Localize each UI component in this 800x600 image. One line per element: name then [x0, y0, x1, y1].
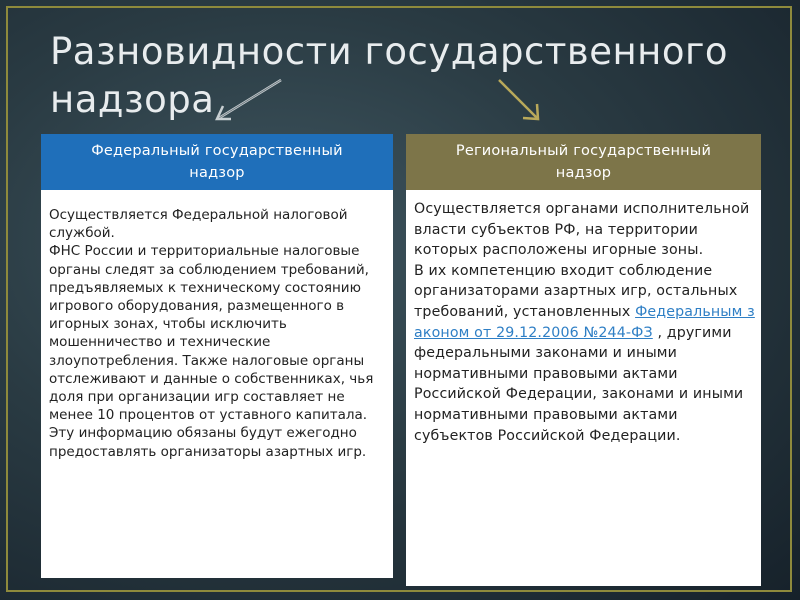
- federal-header: [41, 134, 393, 190]
- regional-paragraph-2: [414, 261, 757, 446]
- title-line-1: Разновидности государственного: [50, 30, 729, 73]
- regional-paragraph-2-tail: , другими федеральными законами и иными нормативными правовыми актами Российской Федерации, законами и иными нормативными правовыми актами субъектов Российской Федерации.: [414, 324, 744, 444]
- arrow-right-icon: [495, 76, 545, 126]
- regional-paragraph-2-text: В их компетенцию входит соблюдение организаторами азартных игр, остальных требований, установленных: [414, 262, 738, 320]
- federal-paragraph-2: ФНС России и территориальные налоговые органы следят за соблюдением требований, предъявляемых к техническому состоянию игрового оборудования, размещенного в игорных зонах, чтобы исключить мошенничество и технические злоупотребления. Также налоговые органы отслеживают и данные о собственниках, чья доля при организации игр составляет не менее 10 процентов от уставного капитала.: [49, 243, 374, 424]
- regional-header: [406, 134, 761, 190]
- federal-text-box: [41, 190, 393, 578]
- federal-header-line-1: Федеральный государственный: [91, 143, 343, 159]
- regional-header-line-1: Региональный государственный: [455, 143, 712, 159]
- federal-paragraph-3: Эту информацию обязаны будут ежегодно предоставлять организаторы азартных игр.: [49, 425, 367, 460]
- federal-paragraph-1: Осуществляется Федеральной налоговой службой.: [49, 207, 348, 242]
- title-line-2: надзора: [50, 78, 215, 121]
- federal-column: [41, 134, 393, 578]
- regional-column: [406, 134, 761, 586]
- federal-law-link[interactable]: Федеральным законом от 29.12.2006 №244-ФЗ: [414, 303, 755, 341]
- regional-header-line-2: надзор: [555, 165, 612, 181]
- regional-paragraph-1: Осуществляется органами исполнительной власти субъектов РФ, на территории которых расположены игорные зоны.: [414, 201, 750, 259]
- federal-header-line-2: надзор: [189, 165, 245, 181]
- arrow-left-icon: [205, 76, 285, 126]
- slide-title: [50, 28, 770, 124]
- regional-text-box: [406, 190, 761, 586]
